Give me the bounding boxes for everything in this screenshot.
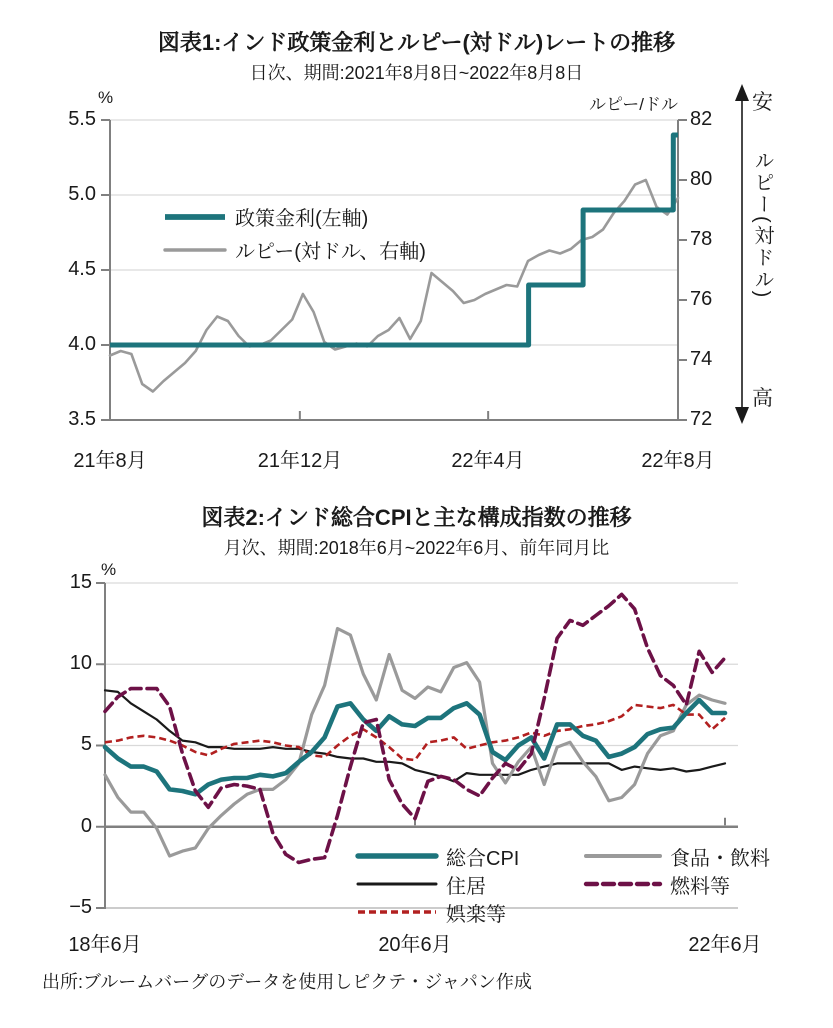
fig1-y2-tick: 80	[690, 168, 713, 190]
fig2-subtitle: 月次、期間:2018年6月~2022年6月、前年同月比	[223, 538, 610, 558]
fig1-legend-label: ルピー(対ドル、右軸)	[235, 241, 426, 263]
housing-line-swatch	[355, 878, 439, 890]
fig2-legend-label: 住居	[446, 875, 486, 898]
fig1-y2-tick: 76	[690, 288, 713, 310]
fig1-legend-label: 政策金利(左軸)	[235, 208, 369, 230]
fig1-legend-item-rupee	[162, 233, 426, 266]
fuel-line-swatch	[583, 878, 663, 890]
fig1-x-tick: 21年12月	[257, 450, 343, 472]
fig2-x-tick: 22年6月	[688, 934, 762, 956]
fig1-y-tick: 4.5	[68, 258, 96, 280]
fig2-legend-label: 食品・飲料	[670, 847, 770, 870]
fig2-x-tick: 20年6月	[378, 934, 452, 956]
source-note: 出所:ブルームバーグのデータを使用しピクテ・ジャパン作成	[42, 972, 532, 992]
fig2-legend-label: 総合CPI	[446, 847, 520, 870]
fig2-legend-item-housing	[355, 870, 519, 898]
fig2-y-tick: 10	[69, 652, 92, 674]
fig2-legend-label: 娯楽等	[446, 903, 506, 926]
fig2-y-tick: 0	[80, 815, 92, 837]
food-line-swatch	[583, 850, 663, 862]
fig1-y-tick: 5.5	[68, 108, 96, 130]
rupee-line-swatch	[162, 244, 228, 256]
fig1-y-tick: 3.5	[68, 408, 96, 430]
policy-rate-line-swatch	[162, 211, 228, 223]
fig2-legend-item-fuel	[583, 870, 770, 898]
fig1-annotation-strong: 高	[752, 387, 773, 410]
fig2-legend-label: 燃料等	[670, 875, 730, 898]
fig1-left-axis-unit: %	[98, 88, 114, 107]
fig2-legend-left-column	[355, 842, 519, 926]
fig1-legend	[162, 200, 426, 266]
fig1-right-axis-unit: ルピー/ドル	[588, 95, 678, 114]
fig1-y-tick: 4.0	[68, 333, 96, 355]
fig2-legend-item-cpi	[355, 842, 519, 870]
fig1-y-tick: 5.0	[68, 183, 96, 205]
fig1-y2-tick: 72	[690, 408, 713, 430]
fig1-title: 図表1:インド政策金利とルピー(対ドル)レートの推移	[157, 30, 676, 55]
fig2-legend-item-recreation	[355, 898, 519, 926]
fig1-x-tick: 22年4月	[451, 450, 525, 472]
fig2-y-tick: 15	[69, 571, 92, 593]
fig1-subtitle: 日次、期間:2021年8月8日~2022年8月8日	[249, 63, 584, 83]
fig1-y2-tick: 74	[690, 348, 713, 370]
fig2-y-tick: −5	[69, 896, 92, 918]
fig2-title: 図表2:インド総合CPIと主な構成指数の推移	[201, 505, 632, 530]
fig2-x-tick: 18年6月	[68, 934, 142, 956]
cpi-line-swatch	[355, 850, 439, 862]
fig1-legend-item-policy-rate	[162, 200, 426, 233]
fig2-y-tick: 5	[80, 733, 92, 755]
fig1-y2-tick: 82	[690, 108, 713, 130]
fig1-y2-tick: 78	[690, 228, 713, 250]
fig2-legend-right-column	[583, 842, 770, 898]
fig2-left-axis-unit: %	[101, 560, 117, 579]
fig1-annotation-weak: 安	[752, 91, 773, 114]
recreation-line-swatch	[355, 906, 439, 918]
fig1-x-tick: 22年8月	[641, 450, 715, 472]
fig1-annotation-axis-label: ルピー(対ドル)	[751, 150, 773, 300]
fig2-legend-item-food	[583, 842, 770, 870]
fig1-x-tick: 21年8月	[73, 450, 147, 472]
